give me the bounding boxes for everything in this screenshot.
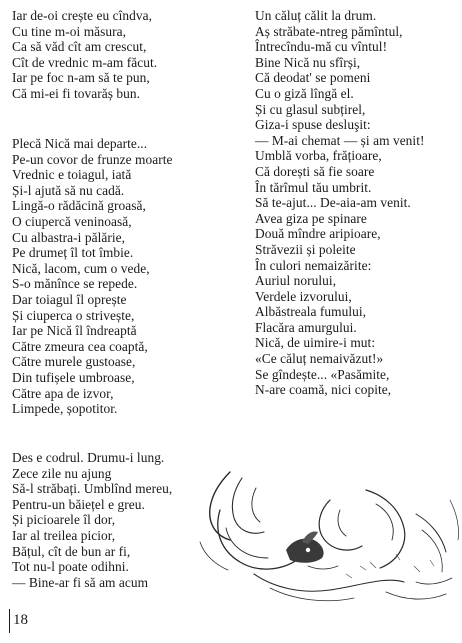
verse-line: Iar de-oi crește eu cîndva, xyxy=(12,8,153,23)
verse-line: Cu o giză lîngă el. xyxy=(255,85,354,101)
verse-line: Cu albastra-i pălărie, xyxy=(12,229,126,245)
verse-line: O ciupercă veninoasă, xyxy=(12,213,132,229)
verse-line: Vrednic e toiagul, iată xyxy=(12,167,132,183)
verse-line: Că dorești să fie soare xyxy=(255,163,375,179)
verse-line: — M-ai chemat — și am venit! xyxy=(255,132,425,148)
page-number-rule xyxy=(9,609,10,633)
verse-line: Că mi-ei fi tovarăș bun. xyxy=(12,85,141,101)
verse-line: Cît de vrednic m-am făcut. xyxy=(12,54,158,70)
verse-line: Și picioarele îl dor, xyxy=(12,512,116,528)
verse-line: Către murele gustoase, xyxy=(12,354,136,370)
verse-line: Se gîndește... «Pasămite, xyxy=(255,366,390,382)
verse-line: Pe-un covor de frunze moarte xyxy=(12,151,173,167)
verse-line: Iar al treilea picior, xyxy=(12,527,116,543)
verse-line: Că deodat' se pomeni xyxy=(255,70,371,86)
verse-line: În culori nemaizărite: xyxy=(255,257,372,273)
verse-line: Din tufișele umbroase, xyxy=(12,369,135,385)
verse-line: Și ciuperca o strivește, xyxy=(12,307,135,323)
verse-line: Să te-ajut... De-aia-am venit. xyxy=(255,195,411,211)
verse-line: Un căluț călit la drum. xyxy=(255,8,377,23)
verse-line: Plecă Nică mai departe... xyxy=(12,136,148,151)
verse-line: Și-l ajută să nu cadă. xyxy=(12,182,125,198)
verse-line: Dar toiagul îl oprește xyxy=(12,291,127,307)
page-number: 18 xyxy=(13,612,28,628)
verse-line: Către zmeura cea coaptă, xyxy=(12,338,148,354)
verse-line: Zece zile nu ajung xyxy=(12,465,112,481)
verse-line: Cu tine m-oi măsura, xyxy=(12,23,127,39)
verse-line: Două mîndre aripioare, xyxy=(255,226,381,242)
verse-line: Iar pe Nică îl îndreaptă xyxy=(12,323,137,339)
verse-line: Verdele izvorului, xyxy=(255,288,352,304)
verse-line: Pentru-un băiețel e greu. xyxy=(12,496,145,512)
verse-line: Auriul norului, xyxy=(255,273,337,289)
verse-line: Umblă vorba, frățioare, xyxy=(255,148,382,164)
verse-line: Bățul, cît de bun ar fi, xyxy=(12,543,131,559)
verse-line: Giza-i spuse desluşit: xyxy=(255,117,371,133)
stanza-1 xyxy=(12,8,157,102)
verse-line: Albăstreala fumului, xyxy=(255,304,367,320)
stanza-2 xyxy=(12,136,173,417)
verse-line: «Ce căluț nemaivăzut!» xyxy=(255,351,384,367)
verse-line: N-are coamă, nici copite, xyxy=(255,382,392,398)
verse-line: Des e codrul. Drumu-i lung. xyxy=(12,450,165,465)
verse-line: Nică, lacom, cum o vede, xyxy=(12,260,150,276)
verse-line: Iar pe foc n-am să te pun, xyxy=(12,70,150,86)
verse-line: Întrecîndu-mă cu vîntul! xyxy=(255,39,388,55)
wind-swirl-illustration xyxy=(190,470,462,610)
verse-line: Bine Nică nu sfîrși, xyxy=(255,54,361,70)
verse-line: Flacăra amurgului. xyxy=(255,319,357,335)
verse-line: S-o mănînce se repede. xyxy=(12,276,138,292)
verse-line: Și cu glasul subțirel, xyxy=(255,101,366,117)
verse-line: Ca să văd cît am crescut, xyxy=(12,39,147,55)
stanza-4 xyxy=(12,450,172,590)
verse-line: Către apa de izvor, xyxy=(12,385,114,401)
verse-line: Limpede, șopotitor. xyxy=(12,401,118,417)
verse-line: Aș străbate-ntreg pămîntul, xyxy=(255,23,403,39)
verse-line: Nică, de uimire-i mut: xyxy=(255,335,376,351)
verse-line: Tot nu-l poate odihni. xyxy=(12,559,129,575)
verse-line: Străvezii și poleite xyxy=(255,241,356,257)
verse-line: În tărîmul tău umbrit. xyxy=(255,179,372,195)
verse-line: Avea giza pe spinare xyxy=(255,210,367,226)
stanza-3 xyxy=(255,8,424,398)
verse-line: Să-l străbați. Umblînd mereu, xyxy=(12,481,173,497)
verse-line: — Bine-ar fi să am acum xyxy=(12,574,149,590)
verse-line: Pe drumeț îl tot îmbie. xyxy=(12,245,134,261)
verse-line: Lingă-o rădăcină groasă, xyxy=(12,198,146,214)
